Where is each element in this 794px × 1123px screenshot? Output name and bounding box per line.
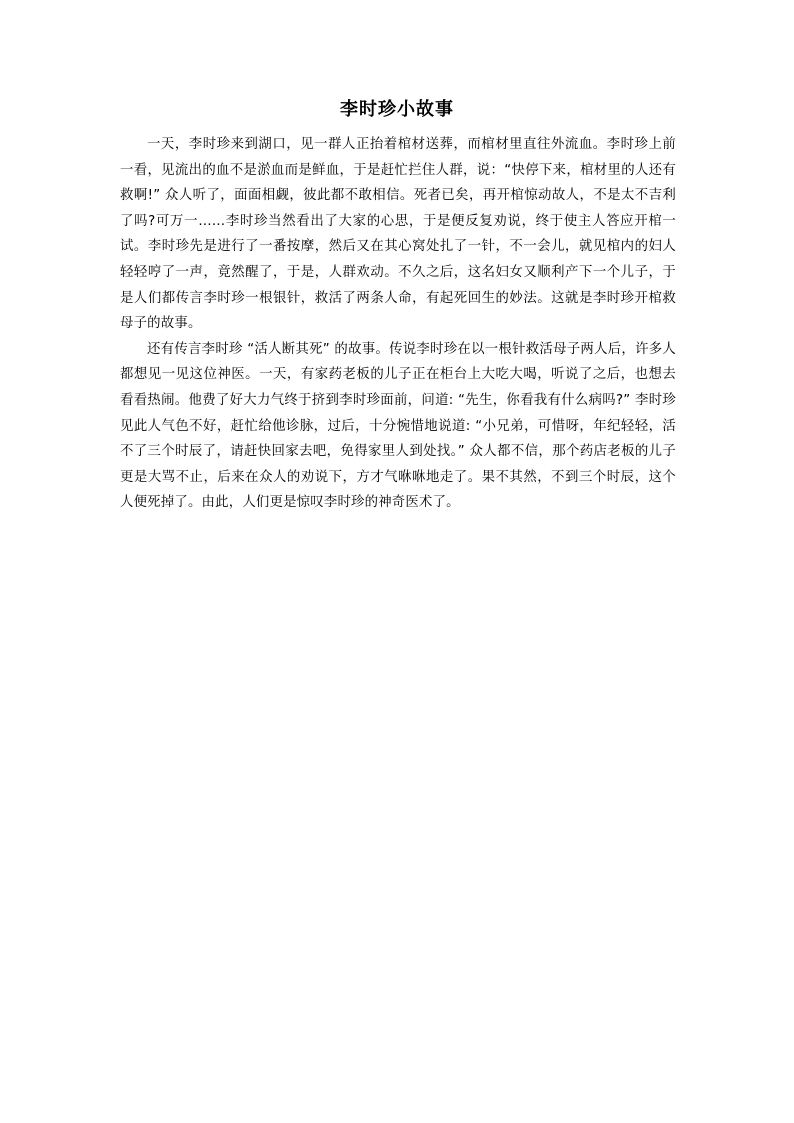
document-body [120,132,676,516]
paragraph-2: 还有传言李时珍 “活人断其死” 的故事。传说李时珍在以一根针救活母子两人后，许多人都想见一见这位神医。一天，有家药老板的儿子正在柜台上大吃大喝，听说了之后，也想去看看热闹。他费了好大力气终于挤到李时珍面前，问道: “先生，你看我有什么病吗?” 李时珍见此人气色不好，赶忙给他诊脉，过后，十分惋惜地说道: “小兄弟，可惜呀，年纪轻轻，活不了三个时辰了，请赶快回家去吧，免得家里人到处找。” 众人都不信，那个药店老板的儿子更是大骂不止，后来在众人的劝说下，方才气咻咻地走了。果不其然，不到三个时辰，这个人便死掉了。由此，人们更是惊叹李时珍的神奇医术了。 [120,341,676,511]
paragraph-1: 一天，李时珍来到湖口，见一群人正抬着棺材送葬，而棺材里直往外流血。李时珍上前一看，见流出的血不是淤血而是鲜血，于是赶忙拦住人群，说：“快停下来，棺材里的人还有救啊!” 众人听了，面面相觑，彼此都不敢相信。死者已矣，再开棺惊动故人，不是太不吉利了吗?可万一……李时珍当然看出了大家的心思，于是便反复劝说，终于使主人答应开棺一试。李时珍先是进行了一番按摩，然后又在其心窝处扎了一针，不一会儿，就见棺内的妇人轻轻哼了一声，竟然醒了，于是，人群欢动。不久之后，这名妇女又顺利产下一个儿子，于是人们都传言李时珍一根银针，救活了两条人命，有起死回生的妙法。这就是李时珍开棺救母子的故事。 [120,137,676,332]
document-title: 李时珍小故事 [340,99,454,120]
